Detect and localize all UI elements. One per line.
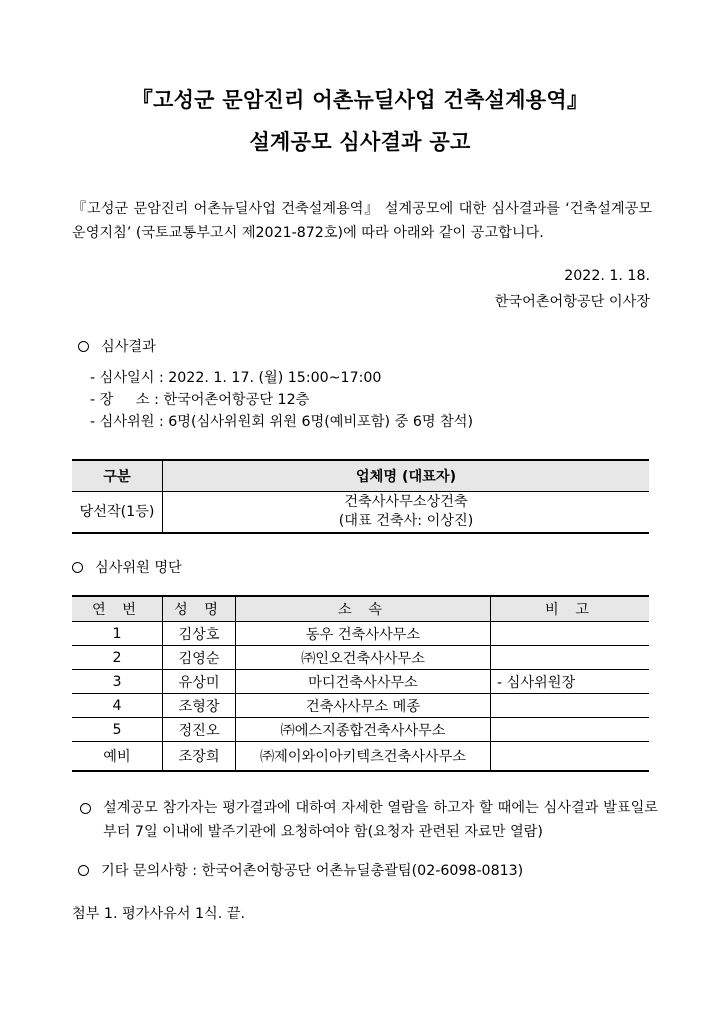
- member-note: [491, 742, 650, 772]
- member-org: 건축사사무소 메종: [236, 694, 491, 718]
- member-no: 2: [72, 646, 163, 670]
- member-name: 정진오: [163, 718, 236, 742]
- member-note: [491, 694, 650, 718]
- member-org: ㈜에스지종합건축사사무소: [236, 718, 491, 742]
- notice-text: 설계공모 참가자는 평가결과에 대하여 자세한 열람을 하고자 할 때에는 심사결과 발표일로부터 7일 이내에 발주기관에 요청하여야 함(요청자 관련된 자료만 열람): [103, 800, 658, 840]
- section-review-results: [78, 336, 156, 356]
- members-header-note: 비 고: [491, 596, 650, 622]
- section-heading: 심사위원 명단: [95, 560, 182, 576]
- winner-representative: (대표 건축사: 이상진): [338, 513, 474, 529]
- notice-paragraph: [80, 796, 658, 844]
- title-line-1: 『고성군 문암진리 어촌뉴딜사업 건축설계용역』: [131, 88, 589, 112]
- result-header-category: 구분: [72, 460, 163, 492]
- circle-bullet-icon: [78, 341, 89, 352]
- inquiry-text: 기타 문의사항 : 한국어촌어항공단 어촌뉴딜총괄팀(02-6098-0813): [101, 863, 524, 879]
- member-name: 조장희: [163, 742, 236, 772]
- member-org: ㈜제이와이아키텍츠건축사사무소: [236, 742, 491, 772]
- detail-review-datetime: - 심사일시 : 2022. 1. 17. (월) 15:00~17:00: [90, 370, 382, 386]
- member-no: 예비: [72, 742, 163, 772]
- circle-bullet-icon: [78, 865, 89, 876]
- circle-bullet-icon: [72, 562, 83, 573]
- attachment-line: 첨부 1. 평가사유서 1식. 끝.: [72, 906, 245, 922]
- member-org: 동우 건축사사무소: [236, 622, 491, 646]
- detail-review-venue: - 장 소 : 한국어촌어항공단 12층: [90, 392, 310, 408]
- members-header-org: 소 속: [236, 596, 491, 622]
- table-row: [72, 622, 649, 646]
- members-header-no: 연 번: [72, 596, 163, 622]
- result-table: [72, 459, 649, 534]
- members-header-name: 성 명: [163, 596, 236, 622]
- title-line-2: 설계공모 심사결과 공고: [249, 130, 471, 154]
- member-name: 조형장: [163, 694, 236, 718]
- result-winner: [163, 492, 650, 534]
- member-no: 4: [72, 694, 163, 718]
- members-table: [72, 595, 649, 772]
- detail-review-panel: - 심사위원 : 6명(심사위원회 위원 6명(예비포함) 중 6명 참석): [90, 414, 474, 430]
- member-note: [491, 718, 650, 742]
- member-note: [491, 646, 650, 670]
- section-heading: 심사결과: [101, 339, 156, 355]
- inquiry-line: [78, 860, 523, 880]
- member-name: 김상호: [163, 622, 236, 646]
- result-rank: 당선작(1등): [72, 492, 163, 534]
- table-row: [72, 742, 649, 772]
- member-org: ㈜인오건축사사무소: [236, 646, 491, 670]
- member-name: 유상미: [163, 670, 236, 694]
- table-row: [72, 694, 649, 718]
- table-row: [72, 646, 649, 670]
- circle-bullet-icon: [80, 803, 91, 814]
- announcement-date: 2022. 1. 18.: [564, 268, 650, 284]
- section-panel-list: [72, 557, 182, 577]
- member-note: - 심사위원장: [491, 670, 650, 694]
- winner-company: 건축사사무소상건축: [344, 494, 468, 510]
- member-name: 김영순: [163, 646, 236, 670]
- intro-paragraph: 『고성군 문암진리 어촌뉴딜사업 건축설계용역』 설계공모에 대한 심사결과를 ‘건축설계공모 운영지침’ (국토교통부고시 제2021-872호)에 따라 아래와 같이 공고합니다.: [72, 201, 652, 241]
- member-no: 3: [72, 670, 163, 694]
- result-header-company: 업체명 (대표자): [163, 460, 650, 492]
- member-note: [491, 622, 650, 646]
- table-row: [72, 718, 649, 742]
- table-row: [72, 670, 649, 694]
- member-no: 5: [72, 718, 163, 742]
- issuer: 한국어촌어항공단 이사장: [494, 294, 650, 310]
- member-no: 1: [72, 622, 163, 646]
- member-org: 마디건축사사무소: [236, 670, 491, 694]
